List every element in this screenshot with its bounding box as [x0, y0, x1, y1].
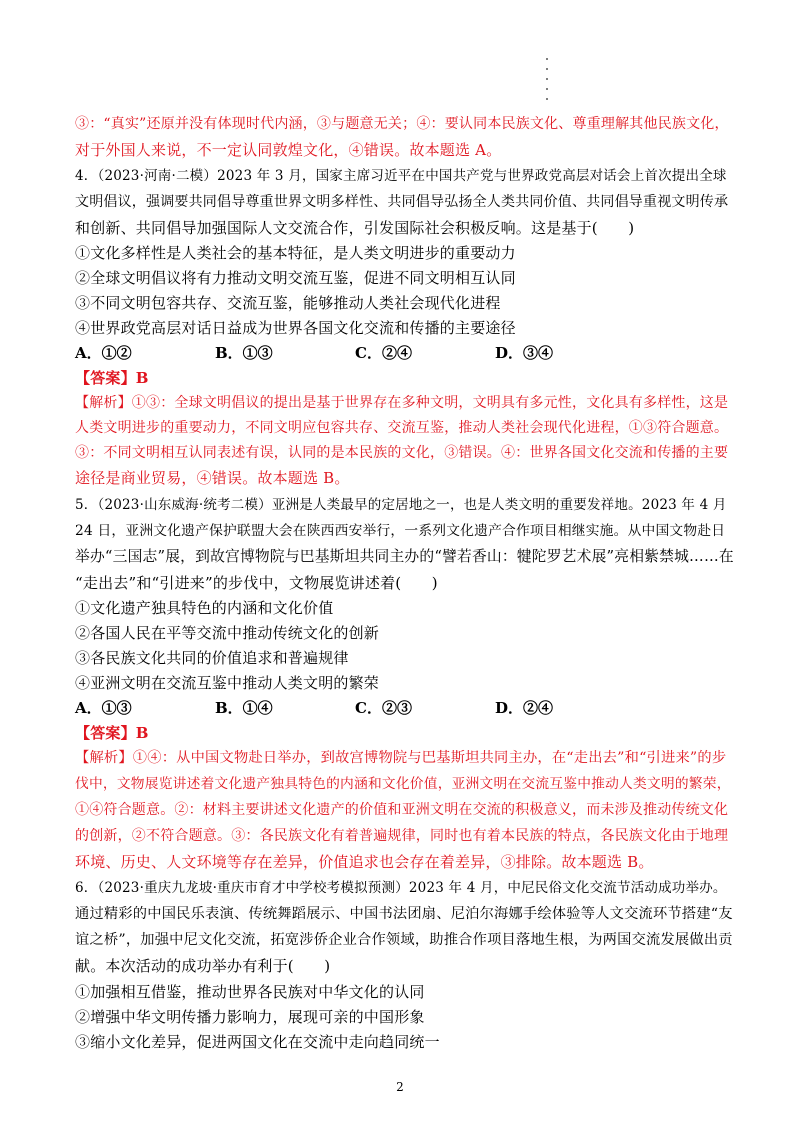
q5-option-a: A．①③	[75, 699, 132, 717]
q5-analysis: 伐中，文物展览讲述着文化遗产独具特色的内涵和文化价值，亚洲文明在交流互鉴中推动人类文明的繁荣，	[75, 776, 731, 792]
q5-stem: 5．（2023·山东威海·统考二模）亚洲是人类最早的定居地之一，也是人类文明的重要发祥地。2023 年 4 月	[75, 497, 727, 513]
q4-option-c: C．②④	[355, 344, 412, 362]
q5-analysis: 环境、历史、人文环境等存在差异，价值追求也会存在着差异，③排除。故本题选 B。	[75, 853, 654, 871]
q5-analysis: ①④符合题意。②：材料主要讲述文化遗产的价值和亚洲文明在交流的积极意义，而未涉及推动传统文化	[75, 802, 729, 818]
q4-analysis: ③：不同文明相互认同表述有误，认同的是本民族的文化，③错误。④：世界各国文化交流和传播的主要	[75, 445, 729, 461]
q6-stem: 6．（2023·重庆九龙坡·重庆市育才中学校考模拟预测）2023 年 4 月，中尼民俗文化交流节活动成功举办。	[75, 880, 727, 896]
q6-item: ③缩小文化差异，促进两国文化在交流中走向趋同统一	[75, 1033, 440, 1051]
q4-option-d: D．③④	[495, 344, 554, 362]
q6-item: ①加强相互借鉴，推动世界各民族对中华文化的认同	[75, 983, 425, 1001]
q4-stem: 4．（2023·河南·二模）2023 年 3 月，国家主席习近平在中国共产党与世界政党高层对话会上首次提出全球	[75, 168, 727, 184]
q4-analysis: 人类文明进步的重要动力，不同文明应包容共存、交流互鉴，推动人类社会现代化进程，①③符合题意。	[75, 420, 729, 436]
q6-stem: 谊之桥”，加强中尼文化交流，拓宽涉侨企业合作领域，助推合作项目落地生根，为两国交流发展做出贡	[75, 932, 733, 948]
q5-item: ①文化遗产独具特色的内涵和文化价值	[75, 599, 334, 617]
prev-analysis-line: ③：“真实”还原并没有体现时代内涵，③与题意无关；④：要认同本民族文化、尊重理解其他民族文化，	[75, 116, 729, 132]
q5-option-d: D．②④	[495, 699, 554, 717]
q5-answer: 【答案】B	[75, 724, 149, 742]
q5-option-b: B．①④	[215, 699, 273, 717]
q4-item: ④世界政党高层对话日益成为世界各国文化交流和传播的主要途径	[75, 319, 516, 337]
q4-answer: 【答案】B	[75, 369, 149, 387]
q5-item: ②各国人民在平等交流中推动传统文化的创新	[75, 624, 380, 642]
q5-option-c: C．②③	[355, 699, 412, 717]
prev-analysis-line: 对于外国人来说，不一定认同敦煌文化，④错误。故本题选 A。	[75, 141, 502, 159]
q4-stem: 和创新、共同倡导加强国际人文交流合作，引发国际社会积极反响。这是基于( )	[75, 219, 635, 237]
q5-stem: 举办“三国志”展，到故宫博物院与巴基斯坦共同主办的“譬若香山：犍陀罗艺术展”亮相紫禁城……在	[75, 548, 734, 565]
q4-item: ③不同文明包容共存、交流互鉴，能够推动人类社会现代化进程	[75, 294, 501, 312]
q5-stem: 24 日，亚洲文化遗产保护联盟大会在陕西西安举行，一系列文化遗产合作项目相继实施。从中国文物赴日	[75, 523, 726, 539]
q5-stem: “走出去”和“引进来”的步伐中，文物展览讲述着( )	[75, 574, 438, 592]
q5-item: ③各民族文化共同的价值追求和普遍规律	[75, 649, 349, 667]
q6-stem: 献。本次活动的成功举办有利于( )	[75, 957, 331, 975]
q4-analysis: 【解析】①③：全球文明倡议的提出是基于世界存在多种文明，文明具有多元性，文化具有多样性，这是	[75, 395, 729, 411]
q5-analysis: 的创新，②不符合题意。③：各民族文化有着普遍规律，同时也有着本民族的特点，各民族文化由于地理	[75, 828, 729, 844]
q4-item: ②全球文明倡议将有力推动文明交流互鉴，促进不同文明相互认同	[75, 269, 516, 287]
margin-dots	[544, 58, 550, 108]
q4-stem: 文明倡议，强调要共同倡导尊重世界文明多样性、共同倡导弘扬全人类共同价值、共同倡导重视文明传承	[75, 194, 729, 210]
q4-option-b: B．①③	[215, 344, 273, 362]
q4-analysis: 途径是商业贸易，④错误。故本题选 B。	[75, 469, 350, 487]
q4-item: ①文化多样性是人类社会的基本特征，是人类文明进步的重要动力	[75, 244, 516, 262]
q6-item: ②增强中华文明传播力影响力，展现可亲的中国形象	[75, 1008, 425, 1026]
q6-stem: 通过精彩的中国民乐表演、传统舞蹈展示、中国书法团扇、尼泊尔海娜手绘体验等人文交流环节搭建“友	[75, 906, 733, 922]
q5-item: ④亚洲文明在交流互鉴中推动人类文明的繁荣	[75, 674, 380, 692]
q4-option-a: A．①②	[75, 344, 132, 362]
page-number: 2	[396, 1080, 404, 1094]
q5-analysis: 【解析】①④：从中国文物赴日举办，到故宫博物院与巴基斯坦共同主办，在“走出去”和“引进来”的步	[75, 750, 727, 766]
